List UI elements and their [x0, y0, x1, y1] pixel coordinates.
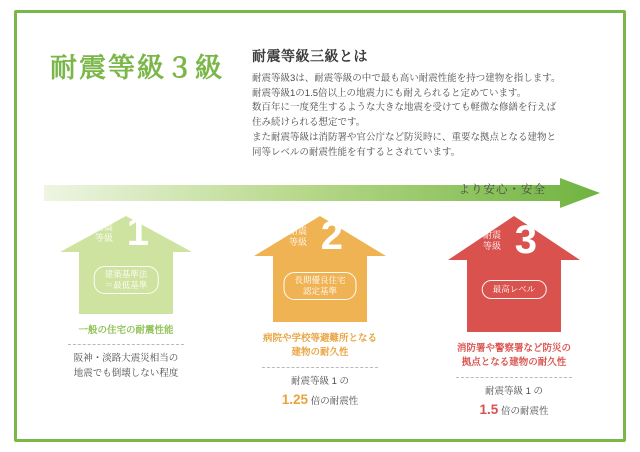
description-title: 耐震等級三級とは: [252, 48, 368, 64]
house-icon-grade-2: [254, 216, 386, 322]
grade-pill-1: [94, 266, 159, 294]
grade-2-multiplier: 1.25: [281, 391, 309, 407]
grade-caption-2: 耐震 等級: [289, 226, 308, 248]
house-body: [467, 218, 561, 332]
description-line-4: 住み続けられる想定です。: [252, 117, 366, 129]
grade-2-top-line-2: 建物の耐久性: [291, 347, 349, 359]
house-body: [273, 214, 367, 322]
pill-line-1: 長期優良住宅: [294, 275, 346, 285]
grade-1-caption-top: 一般の住宅の耐震性能: [78, 325, 174, 336]
description-body: [252, 72, 592, 160]
grade-pill-2: [283, 272, 356, 300]
grade-caption-3: 耐震 等級: [483, 230, 502, 252]
grade-2-caption-top: [230, 332, 410, 361]
grade-number-1: 1: [126, 210, 149, 254]
grade-3-caption-top: [424, 342, 604, 371]
grade-caption-1: 耐震 等級: [95, 222, 114, 244]
description-line-6: 同等レベルの耐震性能を有するとされています。: [252, 146, 461, 158]
grade-1-bottom-line-2: 地震でも倒壊しない程度: [73, 368, 179, 380]
grade-1-bottom-line-1: 阪神・淡路大震災相当の: [73, 353, 179, 365]
divider-1: [68, 344, 184, 345]
grade-number-2: 2: [320, 214, 343, 258]
page-title: 耐震等級３級: [50, 53, 224, 83]
grade-3-top-line-2: 拠点となる建物の耐久性: [461, 357, 567, 369]
grade-3-top-line-1: 消防署や警察署など防災の: [456, 343, 571, 354]
divider-3: [456, 377, 572, 378]
house-body: [79, 210, 173, 314]
grade-2-top-line-1: 病院や学校等避難所となる: [262, 333, 377, 344]
grade-columns: [26, 210, 614, 426]
grade-column-2: [230, 216, 410, 410]
house-icon-grade-1: [60, 210, 192, 314]
grade-2-bottom-prefix: 耐震等級 1 の: [290, 375, 350, 387]
grade-number-3: 3: [514, 218, 537, 262]
grade-column-1: [36, 210, 216, 382]
grade-pill-3: [482, 280, 547, 299]
grade-3-bottom-suffix: 倍の耐震性: [500, 405, 549, 417]
description-line-1: 耐震等級3は、耐震等級の中で最も高い耐震性能を持つ建物を指します。: [252, 73, 561, 84]
safety-arrow: [44, 178, 600, 208]
grade-1-caption-bottom: [36, 351, 216, 381]
description-line-5: また耐震等級は消防署や官公庁など防災時に、重要な拠点となる建物と: [252, 131, 557, 143]
grade-column-3: [424, 216, 604, 420]
description-line-3: 数百年に一度発生するような大きな地震を受けても軽微な修繕を行えば: [252, 102, 557, 114]
slide-content: [14, 10, 626, 442]
arrow-label: より安心・安全: [458, 184, 546, 196]
pill-line-2: ＝最低基準: [104, 280, 148, 291]
grade-3-caption-bottom: [424, 384, 604, 421]
pill-line-1: 最高レベル: [492, 284, 536, 294]
pill-line-1: 建築基準法: [104, 269, 148, 279]
grade-3-bottom-prefix: 耐震等級 1 の: [484, 385, 544, 397]
description-line-2: 耐震等級1の1.5倍以上の地震力にも耐えられると定めています。: [252, 87, 527, 99]
divider-2: [262, 367, 378, 368]
pill-line-2: 認定基準: [302, 286, 338, 297]
grade-2-caption-bottom: [230, 374, 410, 411]
house-icon-grade-3: [448, 216, 580, 332]
grade-3-multiplier: 1.5: [479, 401, 499, 417]
grade-2-bottom-suffix: 倍の耐震性: [310, 395, 359, 407]
